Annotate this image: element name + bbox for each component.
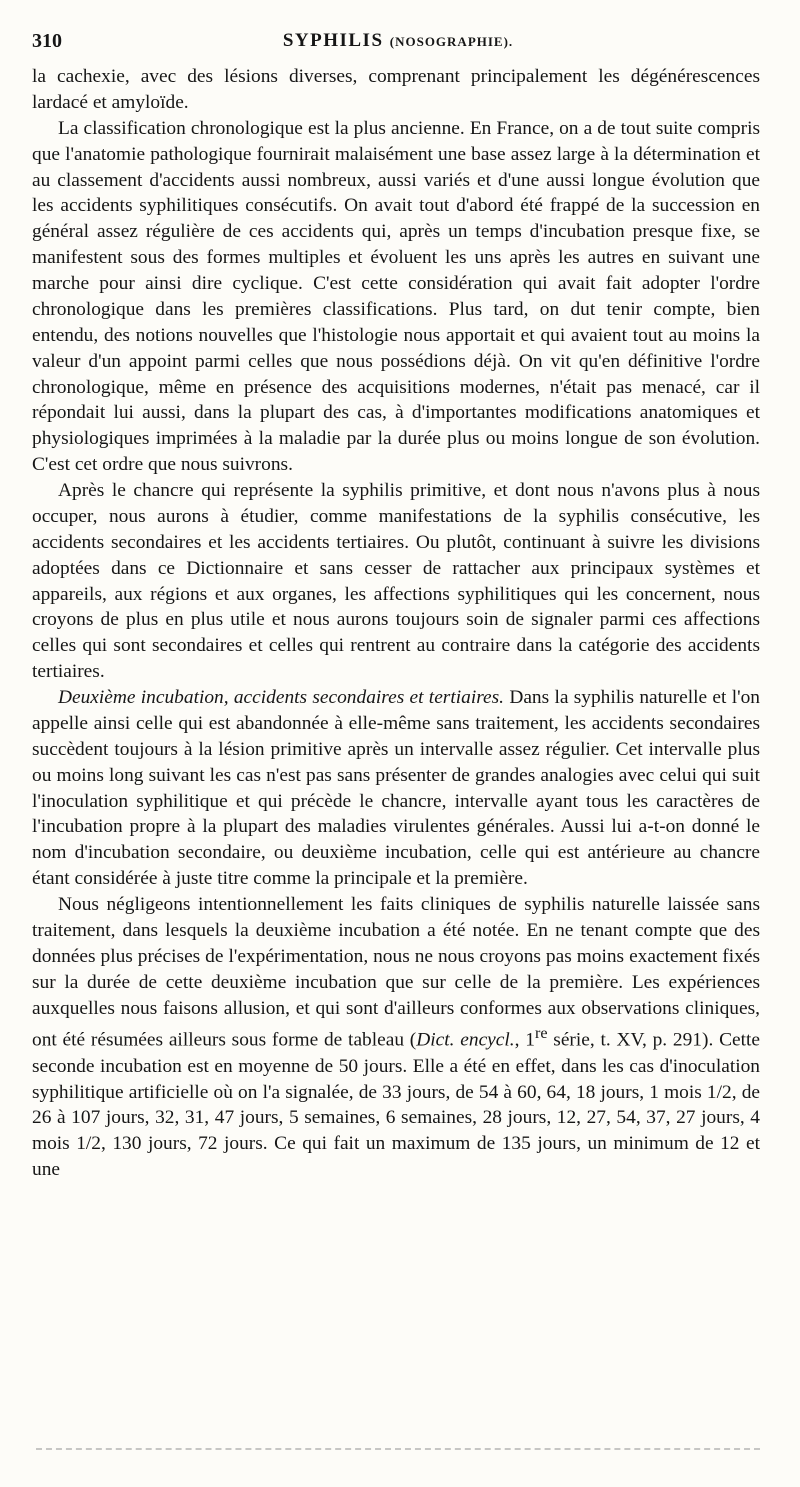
running-title-sub: (NOSOGRAPHIE). bbox=[389, 34, 514, 49]
paragraph-cachexie: la cachexie, avec des lésions diverses, comprenant principalement les dégénérescences lardacé et amyloïde. bbox=[32, 66, 760, 113]
scan-bottom-artifact bbox=[36, 1448, 760, 1452]
paragraph-classification: La classification chronologique est la plus ancienne. En France, on a de tout suite compris que l'anatomie pathologique fournirait malaisément une base assez large à la détermination et au classement d'accidents aussi nombreux, aussi variés et d'une aussi longue évolution que les accidents syphilitiques consécutifs. On avait tout d'abord été frappé de la succession en général assez régulière de ces accidents qui, après un temps d'incubation presque fixe, se manifestent sous des formes multiples et évoluent les uns après les autres en suivant une marche pour ainsi dire cyclique. C'est cette considération qui avait fait adopter l'ordre chronologique dans les premières classifications. Plus tard, on dut tenir compte, bien entendu, des notions nouvelles que l'histologie nous apportait et qui avaient tout au moins la valeur d'un appoint parmi celles que nous possédions déjà. On vit qu'en définitive l'ordre chronologique, même en présence des acquisitions modernes, n'était pas menacé, car il répondait lui aussi, dans la plupart des cas, à d'importantes modifications anatomiques et physiologiques imprimées à la maladie par la durée plus ou moins longue de son évolution. C'est cet ordre que nous suivrons. bbox=[32, 117, 760, 476]
paragraph-experimentation bbox=[32, 892, 760, 1183]
page-number: 310 bbox=[32, 30, 62, 52]
paragraph-experimentation-text-a: Nous négligeons intentionnellement les faits cliniques de syphilis naturelle laissée sans traitement, dans lesquels la deuxième incubation a été notée. En ne tenant compte que des données plus précises de l'expérimentation, nous ne nous croyons pas moins exactement fixés sur la durée de cette deuxième incubation que sur celle de la première. Les expériences auxquelles nous faisons allusion, et qui sont d'ailleurs conformes aux observations cliniques, ont été résumées ailleurs sous forme de tableau ( bbox=[32, 894, 760, 1051]
paragraph-deuxieme-incubation-text: Dans la syphilis naturelle et l'on appelle ainsi celle qui est abandonnée à elle-même sans traitement, les accidents secondaires succèdent toujours à la lésion primitive après un intervalle assez régulier. Cet intervalle plus ou moins long suivant les cas n'est pas sans présenter de grandes analogies avec celui qui suit l'inoculation syphilitique et qui précède le chancre, intervalle ayant tous les caractères de l'incubation propre à la plupart des maladies virulentes générales. Aussi lui a-t-on donné le nom d'incubation secondaire, ou deuxième incubation, celle qui est antérieure au chancre étant considérée à juste titre comme la principale et la première. bbox=[32, 687, 760, 890]
reference-series: , 1 bbox=[514, 1029, 535, 1051]
paragraph-chancre: Après le chancre qui représente la syphilis primitive, et dont nous n'avons plus à nous occuper, nous aurons à étudier, comme manifestations de la syphilis consécutive, les accidents secondaires et les accidents tertiaires. Ou plutôt, continuant à suivre les divisions adoptées dans ce Dictionnaire et sans cesser de rattacher aux principaux systèmes et appareils, aux régions et aux organes, les affections syphilitiques qui les concernent, nous croyons de plus en plus utile et nous aurons toujours soin de signaler parmi ces affections celles qui sont secondaires et celles qui rentrent au contraire dans la catégorie des accidents tertiaires. bbox=[32, 480, 760, 683]
reference-series-sup: re bbox=[534, 1025, 548, 1043]
reference-dict-encycl: Dict. encycl. bbox=[416, 1029, 515, 1051]
paragraph-deuxieme-incubation bbox=[32, 685, 760, 892]
section-title: Deuxième incubation, accidents secondaires et tertiaires. bbox=[58, 687, 505, 708]
running-head bbox=[32, 30, 764, 56]
body-text bbox=[32, 64, 760, 1183]
running-title bbox=[32, 30, 764, 52]
running-title-main: SYPHILIS bbox=[282, 30, 384, 51]
paragraph-experimentation-text-b: série, t. XV, p. 291). Cette seconde incubation est en moyenne de 50 jours. Elle a été en effet, dans les cas d'inoculation syphilitique artificielle où on l'a signalée, de 33 jours, de 54 à 60, 64, 18 jours, 1 mois 1/2, de 26 à 107 jours, 32, 31, 47 jours, 5 semaines, 6 semaines, 28 jours, 12, 27, 54, 37, 27 jours, 4 mois 1/2, 130 jours, 72 jours. Ce qui fait un maximum de 135 jours, un minimum de 12 et une bbox=[32, 1029, 761, 1181]
